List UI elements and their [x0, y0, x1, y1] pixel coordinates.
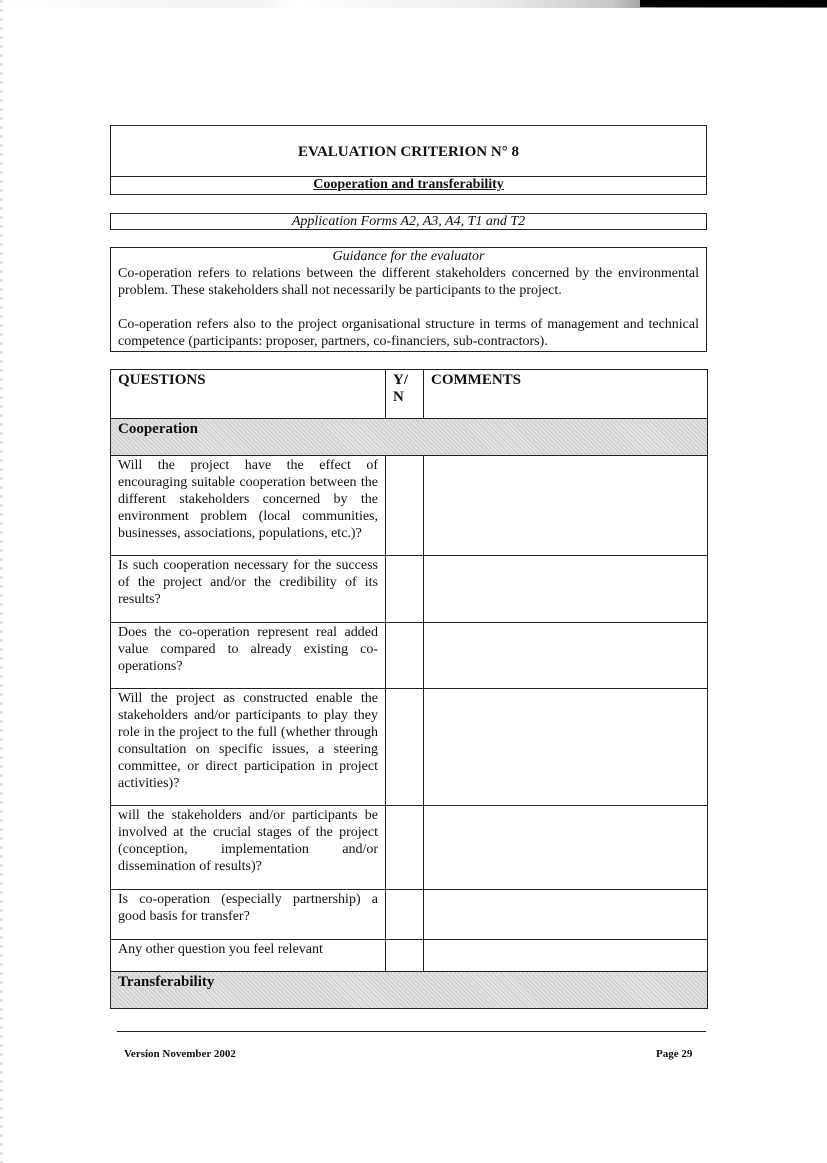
question-text: Any other question you feel relevant — [111, 940, 386, 972]
guidance-title: Guidance for the evaluator — [332, 249, 485, 264]
yn-cell[interactable] — [386, 689, 424, 806]
table-row — [111, 890, 708, 940]
comments-cell[interactable] — [424, 940, 708, 972]
yn-cell[interactable] — [386, 556, 424, 623]
table-row — [111, 689, 708, 806]
criterion-subtitle-cell — [111, 176, 706, 194]
question-text: Will the project have the effect of encouraging suitable cooperation between the different stakeholders concerned by the environment problem (local communities, businesses, associations, populations, etc.)? — [111, 456, 386, 556]
comments-cell[interactable] — [424, 890, 708, 940]
table-row — [111, 556, 708, 623]
question-text: will the stakeholders and/or participants be involved at the crucial stages of the project (conception, implementation and/or dissemination of results)? — [111, 806, 386, 890]
table-header-row — [111, 370, 708, 419]
comments-header: COMMENTS — [424, 370, 708, 419]
criterion-title: EVALUATION CRITERION N° 8 — [298, 144, 519, 160]
scan-edge-left — [0, 0, 3, 1163]
application-forms: Application Forms A2, A3, A4, T1 and T2 — [110, 213, 707, 230]
comments-cell[interactable] — [424, 689, 708, 806]
yn-cell[interactable] — [386, 623, 424, 689]
table-row — [111, 806, 708, 890]
yn-cell[interactable] — [386, 890, 424, 940]
comments-cell[interactable] — [424, 623, 708, 689]
comments-cell[interactable] — [424, 456, 708, 556]
yn-cell[interactable] — [386, 806, 424, 890]
table-row — [111, 456, 708, 556]
questions-table — [110, 369, 708, 1009]
criterion-subtitle: Cooperation and transferability — [313, 177, 504, 192]
yn-header: Y/ N — [386, 370, 424, 419]
yn-cell[interactable] — [386, 940, 424, 972]
table-row — [111, 623, 708, 689]
guidance-paragraph: Co-operation refers also to the project organisational structure in terms of management and technical competence (participants: proposer, partners, co-financiers, sub-contractors). — [118, 317, 699, 349]
section-title: Transferability — [111, 972, 708, 1009]
section-row-cooperation — [111, 419, 708, 456]
question-text: Is such cooperation necessary for the success of the project and/or the credibility of its results? — [111, 556, 386, 623]
scan-edge-dark — [640, 0, 827, 7]
yn-cell[interactable] — [386, 456, 424, 556]
footer-page-number: Page 29 — [656, 1048, 693, 1060]
criterion-header — [110, 125, 707, 195]
guidance-paragraph: Co-operation refers to relations between the different stakeholders concerned by the environmental problem. These stakeholders shall not necessarily be participants to the project. — [118, 266, 699, 298]
question-text: Does the co-operation represent real added value compared to already existing co-operations? — [111, 623, 386, 689]
section-title: Cooperation — [111, 419, 708, 456]
table-row — [111, 940, 708, 972]
footer-divider — [117, 1031, 706, 1032]
section-row-transferability — [111, 972, 708, 1009]
question-text: Will the project as constructed enable the stakeholders and/or participants to play they role in the project to the full (whether through consultation on specific issues, a steering committee, or direct participation in project activities)? — [111, 689, 386, 806]
question-text: Is co-operation (especially partnership) a good basis for transfer? — [111, 890, 386, 940]
footer-version: Version November 2002 — [124, 1048, 236, 1060]
questions-header: QUESTIONS — [111, 370, 386, 419]
comments-cell[interactable] — [424, 806, 708, 890]
comments-cell[interactable] — [424, 556, 708, 623]
guidance-box — [110, 247, 707, 352]
